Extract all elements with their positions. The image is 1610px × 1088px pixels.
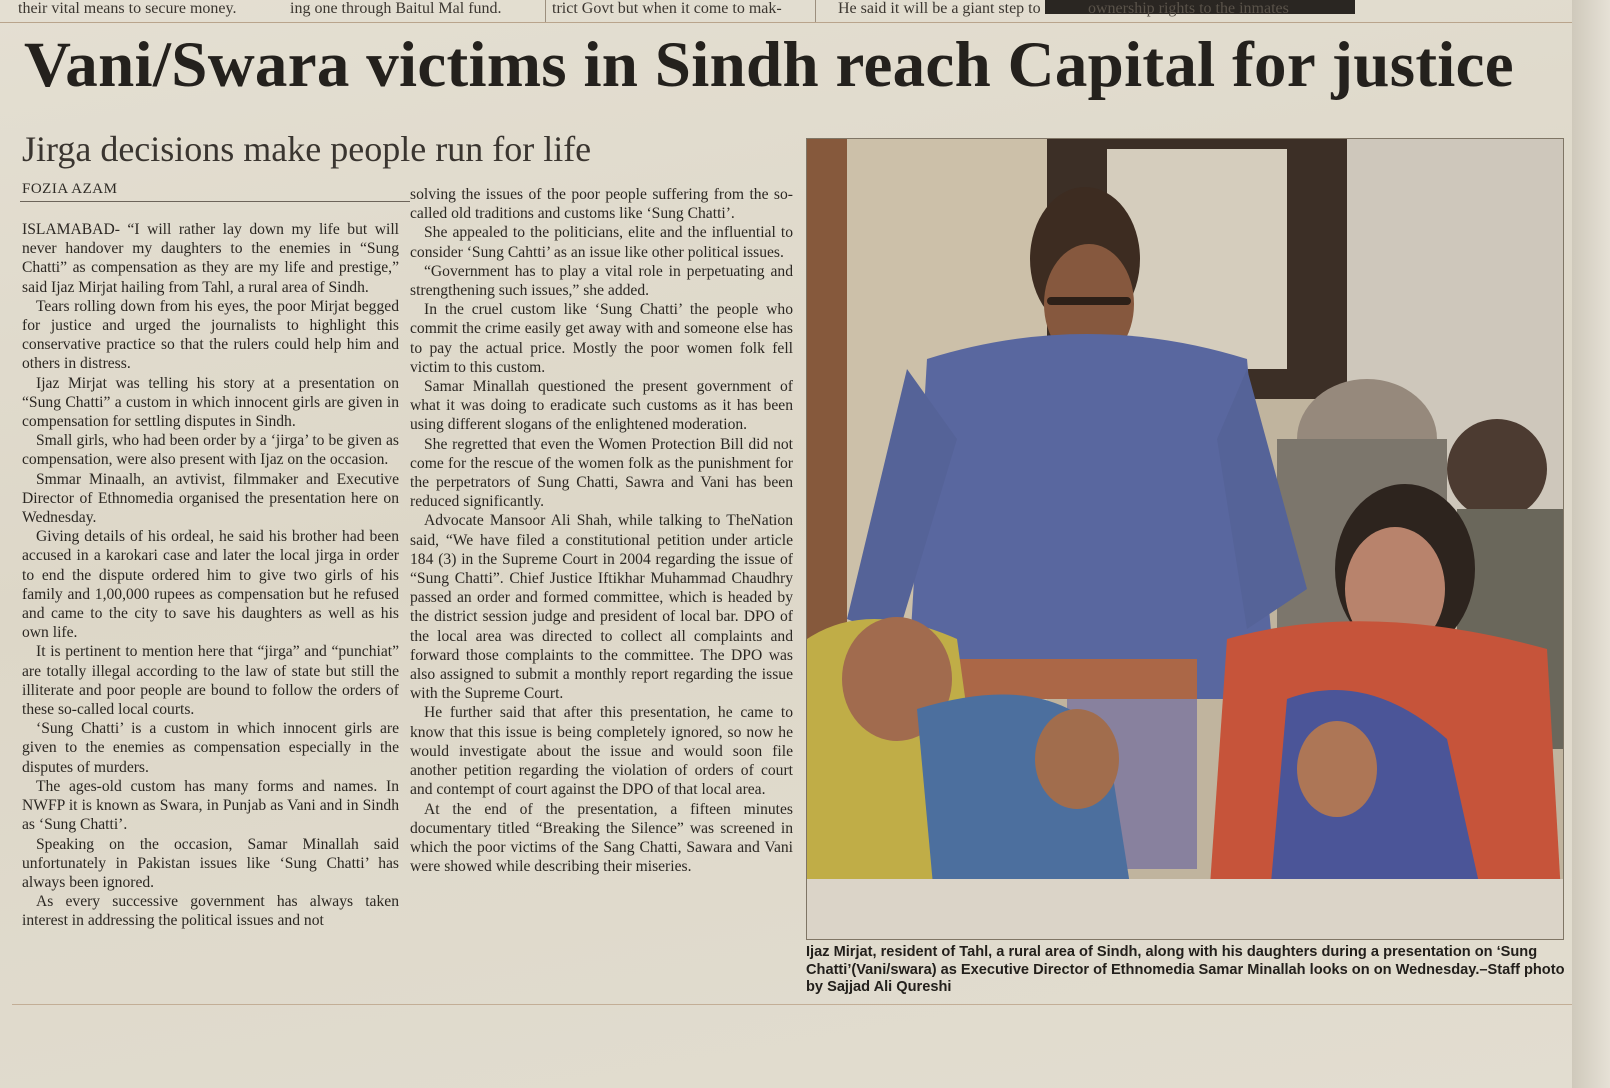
paragraph: Giving details of his ordeal, he said his brother had been accused in a karokari case and later the local jirga in order to end the dispute ordered him to give two girls of his family and 1,00,000 rupees as compensation but he refused and came to the city to save his daughters as well as his own life. xyxy=(22,528,399,642)
news-photo xyxy=(806,138,1564,940)
paragraph: ‘Sung Chatti’ is a custom in which innocent girls are given to the enemies as compensation especially in the disputes of murders. xyxy=(22,720,399,776)
column-divider xyxy=(815,0,816,22)
paragraph: solving the issues of the poor people suffering from the so-called old traditions and customs like ‘Sung Chatti’. xyxy=(410,186,793,223)
strip-text-3: trict Govt but when it come to mak- xyxy=(552,0,782,17)
byline: FOZIA AZAM xyxy=(22,181,118,197)
paragraph: In the cruel custom like ‘Sung Chatti’ the people who commit the crime easily get away with and someone else has to pay the actual price. Mostly the poor women folk fell victim to this custom. xyxy=(410,301,793,376)
subheadline: Jirga decisions make people run for life xyxy=(22,129,592,169)
paragraph: “Government has to play a vital role in perpetuating and strengthening such issues,” she added. xyxy=(410,262,793,300)
strip-text-4: He said it will be a giant step to xyxy=(838,0,1041,17)
byline-rule xyxy=(20,201,410,202)
paragraph: The ages-old custom has many forms and names. In NWFP it is known as Swara, in Punjab as Vani and in Sindh as ‘Sung Chatti’. xyxy=(22,777,399,834)
paragraph: Smmar Minaalh, an avtivist, filmmaker and Executive Director of Ethnomedia organised the presentation here on Wednesday. xyxy=(22,470,399,527)
paragraph: Ijaz Mirjat was telling his story at a presentation on “Sung Chatti” a custom in which innocent girls are given in compensation for settling disputes in Sindh. xyxy=(22,374,399,431)
photo-caption: Ijaz Mirjat, resident of Tahl, a rural area of Sindh, along with his daughters during a presentation on ‘Sung Chatti’(Vani/swara) as Executive Director of Ethnomedia Samar Minallah looks on on Wednesday.–Staff photo by Sajjad Ali Qureshi xyxy=(806,944,1565,996)
paragraph: As every successive government has always taken interest in addressing the political issues and not xyxy=(22,893,399,930)
paragraph: She appealed to the politicians, elite and the influential to consider ‘Sung Cahtti’ as an issue like other political issues. xyxy=(410,224,793,261)
strip-text-5: ownership rights to the inmates xyxy=(1088,0,1289,17)
column-divider xyxy=(545,0,546,22)
strip-text-1: their vital means to secure money. xyxy=(18,0,237,17)
paragraph: ISLAMABAD- “I will rather lay down my life but will never handover my daughters to the enemies in “Sung Chatti” as compensation as they are my life and prestige,” said Ijaz Mirjat hailing from Tahl, a rural area of Sindh. xyxy=(22,221,399,296)
paragraph: Tears rolling down from his eyes, the poor Mirjat begged for justice and urged the journalists to highlight this conservative practice so that the rulers could help him and others in distress. xyxy=(22,297,399,373)
paragraph: Samar Minallah questioned the present government of what it was doing to eradicate such customs as it has been using different slogans of the enlightened moderation. xyxy=(410,378,793,434)
headline: Vani/Swara victims in Sindh reach Capital for justice xyxy=(24,29,1514,101)
article-column-1 xyxy=(22,220,399,931)
previous-article-strip xyxy=(0,0,1610,22)
photo-illustration xyxy=(807,139,1563,939)
paragraph: He further said that after this presentation, he came to know that this issue is being completely ignored, so now he would investigate about the issue and would soon file another petition regarding the violation of orders of court and contempt of court against the DPO of that local area. xyxy=(410,704,793,799)
top-rule xyxy=(0,22,1600,23)
article-column-2 xyxy=(410,185,793,876)
paragraph: She regretted that even the Women Protection Bill did not come for the rescue of the women folk as the punishment for the perpetrators of Sung Chatti, Sawra and Vani has been reduced significantly. xyxy=(410,435,793,511)
paragraph: Speaking on the occasion, Samar Minallah said unfortunately in Pakistan issues like ‘Sung Chatti’ has always been ignored. xyxy=(22,835,399,891)
strip-text-2: ing one through Baitul Mal fund. xyxy=(290,0,502,17)
clipping-edge xyxy=(1572,0,1610,1088)
paragraph: Advocate Mansoor Ali Shah, while talking to TheNation said, “We have filed a constitutional petition under article 184 (3) in the Supreme Court in 2004 regarding the issue of “Sung Chatti”. Chief Justice Iftikhar Muhammad Chaudhry passed an order and formed committee, which is headed by the district session judge and president of local bar. DPO of the local area was directed to collect all complaints and forward those complaints to the committee. The DPO was also assigned to submit a monthly report regarding the issue with the Supreme Court. xyxy=(410,512,793,703)
paragraph: Small girls, who had been order by a ‘jirga’ to be given as compensation, were also present with Ijaz on the occasion. xyxy=(22,432,399,469)
bottom-rule xyxy=(12,1004,1572,1005)
paragraph: It is pertinent to mention here that “jirga” and “punchiat” are totally illegal according to the law of state but still the illiterate and poor people are bound to follow the orders of these so-called local courts. xyxy=(22,643,399,719)
paragraph: At the end of the presentation, a fifteen minutes documentary titled “Breaking the Silence” was screened in which the poor victims of the Sang Chatti, Sawara and Vani were showed while describing their miseries. xyxy=(410,800,793,876)
